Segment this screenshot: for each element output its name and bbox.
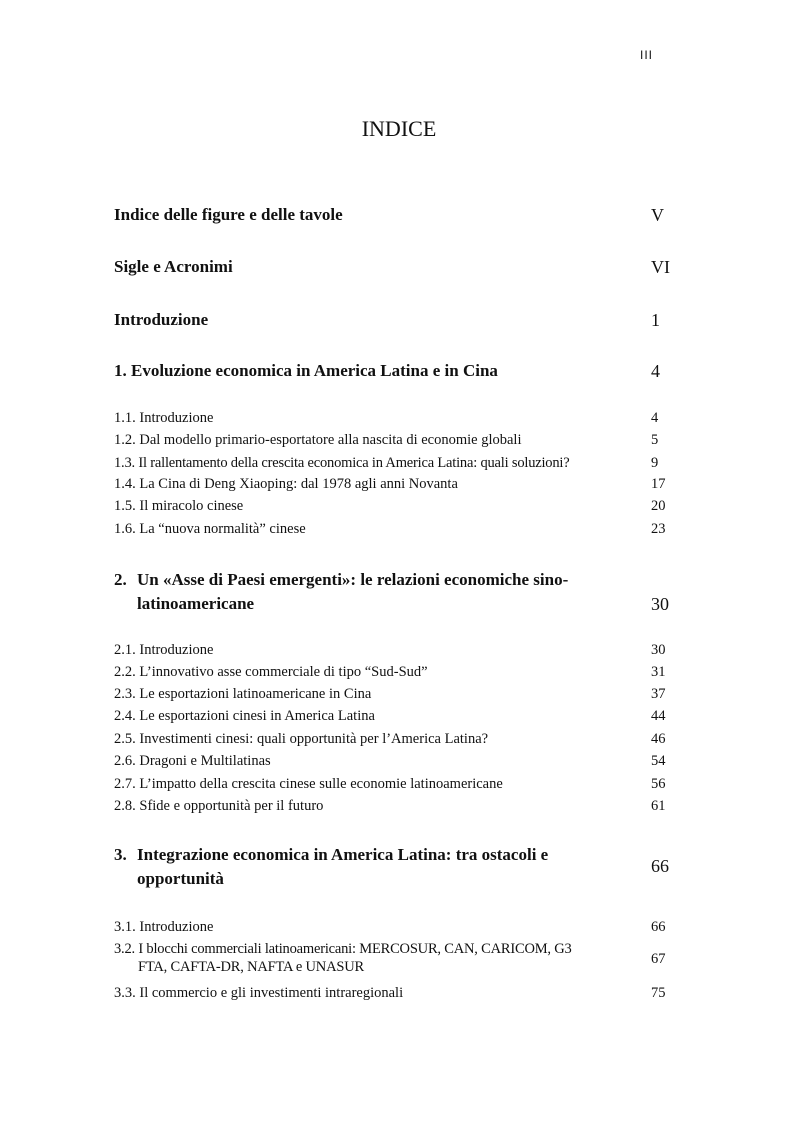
toc-chapter-page: 30 — [651, 594, 669, 614]
toc-section-page: 56 — [651, 776, 666, 792]
toc-section-page: 66 — [651, 919, 666, 935]
toc-chapter-3[interactable] — [114, 843, 670, 893]
toc-chapter-label-line2: opportunità — [137, 869, 224, 888]
toc-chapter-label-line2: latinoamericane — [137, 594, 255, 613]
toc-entry-label: Indice delle figure e delle tavole — [114, 205, 343, 224]
toc-section-page: 5 — [651, 432, 659, 448]
toc-section-label: 1.4. La Cina di Deng Xiaoping: dal 1978 agli anni Novanta — [114, 476, 458, 492]
toc-section-page: 54 — [651, 753, 666, 769]
toc-section-page: 67 — [651, 951, 666, 967]
toc-section-page: 9 — [651, 455, 659, 471]
toc-section-label-line1: 3.2. I blocchi commerciali latinoamericani: MERCOSUR, CAN, CARICOM, G3 — [114, 941, 572, 957]
toc-entry-page: V — [651, 205, 664, 225]
toc-section-page: 31 — [651, 664, 666, 680]
toc-section-label: 1.1. Introduzione — [114, 410, 214, 426]
toc-chapter-2[interactable] — [114, 568, 670, 618]
toc-section-page: 4 — [651, 410, 659, 426]
toc-section-label: 1.3. Il rallentamento della crescita economica in America Latina: quali soluzioni? — [114, 455, 570, 471]
toc-chapter-number: 3. — [114, 845, 127, 864]
toc-section-label: 2.5. Investimenti cinesi: quali opportunità per l’America Latina? — [114, 731, 489, 747]
toc-section-label-line2: FTA, CAFTA-DR, NAFTA e UNASUR — [138, 959, 364, 975]
toc-section-label: 1.5. Il miracolo cinese — [114, 498, 244, 514]
toc-section-page: 44 — [651, 708, 666, 724]
toc-chapter-label: 1. Evoluzione economica in America Latina e in Cina — [114, 361, 498, 380]
toc-section-page: 37 — [651, 686, 666, 702]
toc-section-label: 3.3. Il commercio e gli investimenti intraregionali — [114, 985, 404, 1001]
toc-entry-label: Sigle e Acronimi — [114, 257, 233, 276]
toc-entry-label: Introduzione — [114, 310, 209, 329]
toc-section-page: 17 — [651, 476, 666, 492]
toc-section-3-2[interactable] — [114, 940, 670, 980]
toc-section-label: 2.3. Le esportazioni latinoamericane in Cina — [114, 686, 372, 702]
toc-chapter-label-line1: Un «Asse di Paesi emergenti»: le relazioni economiche sino- — [137, 570, 569, 589]
toc-section-label — [114, 940, 639, 976]
toc-chapter-page: 4 — [651, 361, 660, 381]
toc-section-label: 1.6. La “nuova normalità” cinese — [114, 521, 306, 537]
toc-chapter-page: 66 — [651, 856, 669, 876]
toc-section-label: 2.7. L’impatto della crescita cinese sulle economie latinoamericane — [114, 776, 503, 792]
toc-section-label: 1.2. Dal modello primario-esportatore alla nascita di economie globali — [114, 432, 522, 448]
toc-section-label: 2.4. Le esportazioni cinesi in America Latina — [114, 708, 375, 724]
toc-section-label: 2.1. Introduzione — [114, 642, 214, 658]
page-title: INDICE — [361, 116, 437, 141]
toc-section-label: 2.2. L’innovativo asse commerciale di tipo “Sud-Sud” — [114, 664, 428, 680]
toc-entry-page: VI — [651, 257, 670, 277]
toc-entry-page: 1 — [651, 310, 660, 330]
toc-chapter-number: 2. — [114, 570, 127, 589]
toc-section-label: 2.8. Sfide e opportunità per il futuro — [114, 798, 324, 814]
toc-section-page: 75 — [651, 985, 666, 1001]
toc-section-label: 2.6. Dragoni e Multilatinas — [114, 753, 271, 769]
toc-section-label: 3.1. Introduzione — [114, 919, 214, 935]
toc-section-page: 61 — [651, 798, 666, 814]
page-number: III — [640, 48, 654, 62]
toc-section-page: 30 — [651, 642, 666, 658]
toc-chapter-label — [137, 568, 617, 616]
toc-section-page: 46 — [651, 731, 666, 747]
toc-section-page: 23 — [651, 521, 666, 537]
toc-chapter-label — [137, 843, 617, 891]
toc-section-page: 20 — [651, 498, 666, 514]
toc-chapter-label-line1: Integrazione economica in America Latina: tra ostacoli e — [137, 845, 549, 864]
